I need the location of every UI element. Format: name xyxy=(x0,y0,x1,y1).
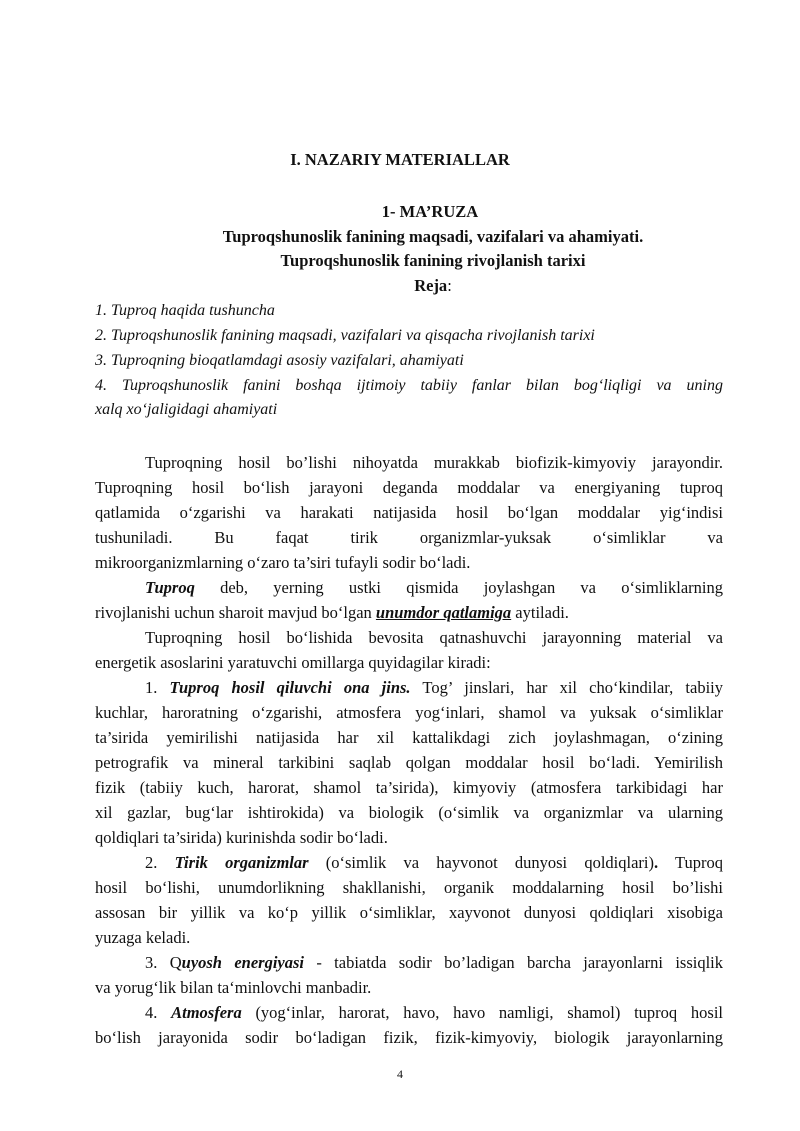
text-run: - tabiatda sodir bo’ladigan barcha jarayonlarni issiqlik xyxy=(304,953,724,972)
paragraph-line: mikroorganizmlarning o‘zaro ta’siri tufayli sodir bo‘ladi. xyxy=(95,553,471,572)
paragraph-line: Tuproqning hosil bo’lishi nihoyatda murakkab biofizik-kimyoviy jarayondir. xyxy=(145,453,723,472)
item-number: 4. xyxy=(145,1003,172,1022)
plan-colon: : xyxy=(447,276,452,295)
plan-item-continuation: xalq xo‘jaligidagi ahamiyati xyxy=(95,401,278,418)
paragraph-line xyxy=(145,951,723,975)
paragraph-line: petrografik va mineral tarkibini saqlab qolgan moddalar hosil bo‘ladi. Yemirilish xyxy=(95,753,723,772)
plan-item: 2. Tuproqshunoslik fanining maqsadi, vazifalari va qisqacha rivojlanish tarixi xyxy=(95,327,595,344)
plan-label: Reja xyxy=(414,276,448,295)
term-unumdor-qatlam: unumdor qatlamiga xyxy=(375,603,512,622)
term-tirik-organizmlar: Tirik organizmlar xyxy=(174,853,309,872)
paragraph-line: xil gazlar, bug‘lar ishtirokida) va biologik (o‘simlik va organizmlar va ularning xyxy=(95,803,723,822)
page-number: 4 xyxy=(397,1067,403,1081)
paragraph-line: bo‘lish jarayonida sodir bo‘ladigan fizik, fizik-kimyoviy, biologik jarayonlarning xyxy=(95,1028,723,1047)
paragraph-line: hosil bo‘lishi, unumdorlikning shakllanishi, organik moddalarning hosil bo’lishi xyxy=(95,878,723,897)
lecture-title: 1- MA’RUZA xyxy=(381,202,479,221)
section-title: I. NAZARIY MATERIALLAR xyxy=(290,150,510,169)
paragraph-line: assosan bir yillik va ko‘p yillik o‘simliklar, xayvonot dunyosi qoldiqlari xisobiga xyxy=(95,903,723,922)
term-tuproq: Tuproq xyxy=(145,578,195,597)
plan-item: 3. Tuproqning bioqatlamdagi asosiy vazifalari, ahamiyati xyxy=(95,352,464,369)
paragraph-line: energetik asoslarini yaratuvchi omillarga quyidagilar kiradi: xyxy=(95,653,491,672)
term-atmosfera: Atmosfera xyxy=(171,1003,242,1022)
text-run: Tog’ jinslari, har xil cho‘kindilar, tabiiy xyxy=(410,678,723,697)
paragraph-line xyxy=(145,851,723,875)
paragraph-line: yuzaga keladi. xyxy=(95,928,191,947)
text-run: Tuproq xyxy=(658,853,724,872)
lecture-subtitle-1: Tuproqshunoslik fanining maqsadi, vazifalari va ahamiyati. xyxy=(222,227,644,246)
plan-heading xyxy=(0,276,800,296)
text-run-dot: . xyxy=(653,853,659,872)
paragraph-line: ta’sirida yemirilishi natijasida har xil kattalikdagi zich joylashmagan, o‘zining xyxy=(95,728,723,747)
item-number: 2. xyxy=(145,853,175,872)
paragraph-line xyxy=(145,676,723,700)
paragraph-line: kuchlar, haroratning o‘zgarishi, atmosfera yog‘inlari, shamol va yuksak o‘simliklar xyxy=(95,703,723,722)
plan-item: 1. Tuproq haqida tushuncha xyxy=(95,302,275,319)
term-quyosh-energiyasi: uyosh energiyasi xyxy=(181,953,304,972)
paragraph-line: qoldiqlari ta’sirida) kurinishda sodir bo‘ladi. xyxy=(95,828,388,847)
text-run: (o‘simlik va hayvonot dunyosi qoldiqlari) xyxy=(308,853,654,872)
paragraph-line xyxy=(145,576,723,600)
paragraph-line: qatlamida o‘zgarishi va harakati natijasida hosil bo‘lgan moddalar yig‘indisi xyxy=(95,503,723,522)
paragraph-line: Tuproqning hosil bo‘lishida bevosita qatnashuvchi jarayonning material va xyxy=(145,628,723,647)
text-run: (yog‘inlar, harorat, havo, havo namligi, shamol) tuproq hosil xyxy=(241,1003,723,1022)
text-run: deb, yerning ustki qismida joylashgan va o‘simliklarning xyxy=(194,578,723,597)
paragraph-line: Tuproqning hosil bo‘lish jarayoni deganda moddalar va energiyaning tuproq xyxy=(95,478,723,497)
plan-item: 4. Tuproqshunoslik fanini boshqa ijtimoiy tabiiy fanlar bilan bog‘liqligi va uning xyxy=(95,377,723,394)
item-number: 3. Q xyxy=(145,953,182,972)
paragraph-line: tushuniladi. Bu faqat tirik organizmlar-yuksak o‘simliklar va xyxy=(95,528,723,547)
paragraph-line xyxy=(95,601,723,625)
text-run: rivojlanishi uchun sharoit mavjud bo‘lgan xyxy=(95,603,376,622)
paragraph-line: fizik (tabiiy kuch, harorat, shamol ta’sirida), kimyoviy (atmosfera tarkibidagi har xyxy=(95,778,723,797)
lecture-subtitle-2: Tuproqshunoslik fanining rivojlanish tarixi xyxy=(280,251,586,270)
paragraph-line: va yorug‘lik bilan ta‘minlovchi manbadir. xyxy=(95,978,372,997)
text-run: aytiladi. xyxy=(511,603,569,622)
item-number: 1. xyxy=(145,678,170,697)
term-ona-jins: Tuproq hosil qiluvchi ona jins. xyxy=(169,678,411,697)
paragraph-line xyxy=(145,1001,723,1025)
